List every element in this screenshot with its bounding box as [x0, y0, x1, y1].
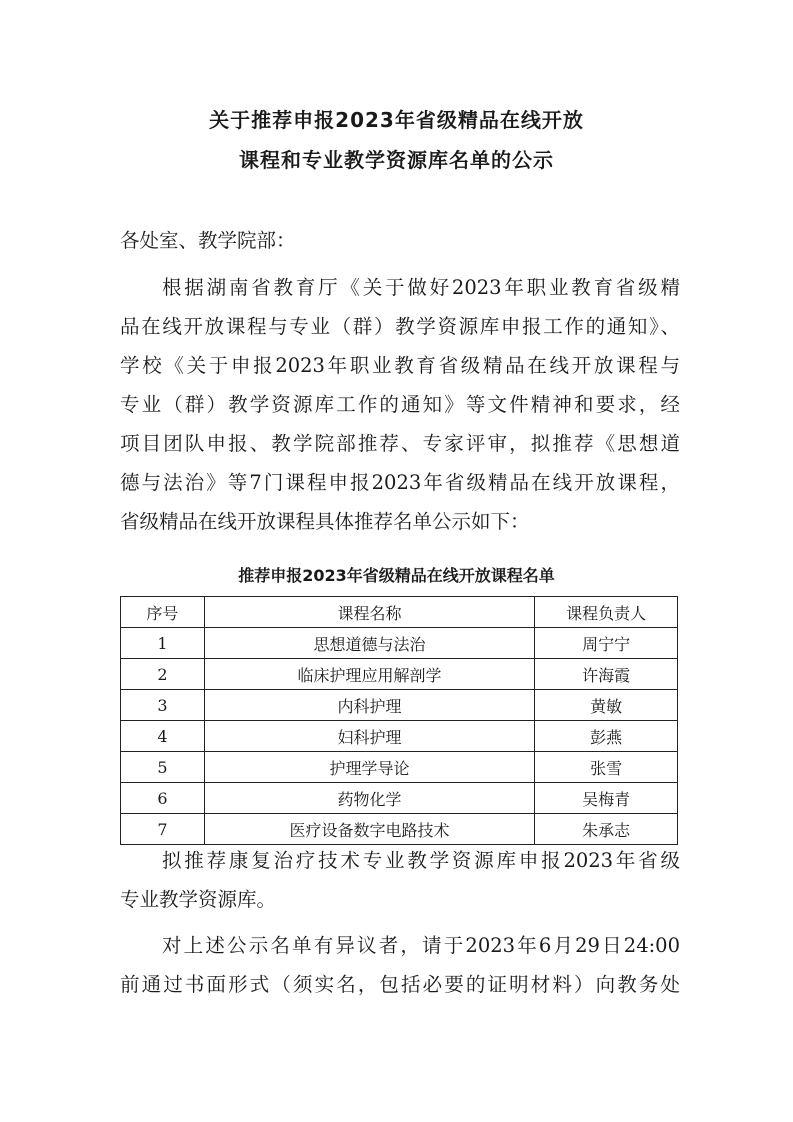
para1-line: 品在线开放课程与专业（群）教学资源库申报工作的通知》、 — [120, 315, 680, 338]
table-row — [121, 814, 678, 845]
cell-index: 3 — [121, 690, 205, 721]
para2-line: 专业教学资源库。 — [120, 888, 277, 911]
header-course-lead: 课程负责人 — [535, 597, 678, 628]
header-course-name: 课程名称 — [204, 597, 534, 628]
cell-index: 7 — [121, 814, 205, 845]
cell-index: 4 — [121, 721, 205, 752]
cell-index: 5 — [121, 752, 205, 783]
document-title-line-1: 关于推荐申报2023年省级精品在线开放 — [209, 108, 584, 132]
table-row — [121, 628, 678, 659]
para3-line: 前通过书面形式（须实名，包括必要的证明材料）向教务处 — [120, 973, 680, 996]
para1-line: 德与法治》等7门课程申报2023年省级精品在线开放课程， — [120, 471, 680, 494]
table-row — [121, 721, 678, 752]
cell-course-name: 妇科护理 — [204, 721, 534, 752]
greeting: 各处室、教学院部： — [120, 229, 296, 252]
para1-line: 省级精品在线开放课程具体推荐名单公示如下： — [120, 510, 530, 533]
cell-course-name: 医疗设备数字电路技术 — [204, 814, 534, 845]
cell-course-lead: 张雪 — [535, 752, 678, 783]
cell-course-name: 药物化学 — [204, 783, 534, 814]
cell-course-name: 内科护理 — [204, 690, 534, 721]
cell-course-lead: 周宁宁 — [535, 628, 678, 659]
para1-line: 学校《关于申报2023年职业教育省级精品在线开放课程与 — [120, 354, 680, 377]
course-table — [120, 596, 678, 845]
cell-course-name: 临床护理应用解剖学 — [204, 659, 534, 690]
table-row — [121, 752, 678, 783]
document-title-line-2: 课程和专业教学资源库名单的公示 — [239, 148, 554, 172]
cell-index: 2 — [121, 659, 205, 690]
table-header-row — [121, 597, 678, 628]
header-index: 序号 — [121, 597, 205, 628]
cell-course-lead: 许海霞 — [535, 659, 678, 690]
table-row — [121, 783, 678, 814]
cell-course-lead: 吴梅青 — [535, 783, 678, 814]
cell-course-lead: 黄敏 — [535, 690, 678, 721]
table-caption: 推荐申报2023年省级精品在线开放课程名单 — [238, 566, 555, 585]
para2-line: 拟推荐康复治疗技术专业教学资源库申报2023年省级 — [162, 849, 680, 872]
cell-index: 6 — [121, 783, 205, 814]
cell-course-lead: 朱承志 — [535, 814, 678, 845]
para1-line: 根据湖南省教育厅《关于做好2023年职业教育省级精 — [162, 276, 680, 299]
para1-line: 专业（群）教学资源库工作的通知》等文件精神和要求，经 — [120, 393, 680, 416]
cell-course-name: 思想道德与法治 — [204, 628, 534, 659]
table-row — [121, 690, 678, 721]
cell-course-lead: 彭燕 — [535, 721, 678, 752]
para3-line: 对上述公示名单有异议者，请于2023年6月29日24:00 — [162, 934, 680, 957]
cell-index: 1 — [121, 628, 205, 659]
cell-course-name: 护理学导论 — [204, 752, 534, 783]
para1-line: 项目团队申报、教学院部推荐、专家评审，拟推荐《思想道 — [120, 432, 680, 455]
table-row — [121, 659, 678, 690]
